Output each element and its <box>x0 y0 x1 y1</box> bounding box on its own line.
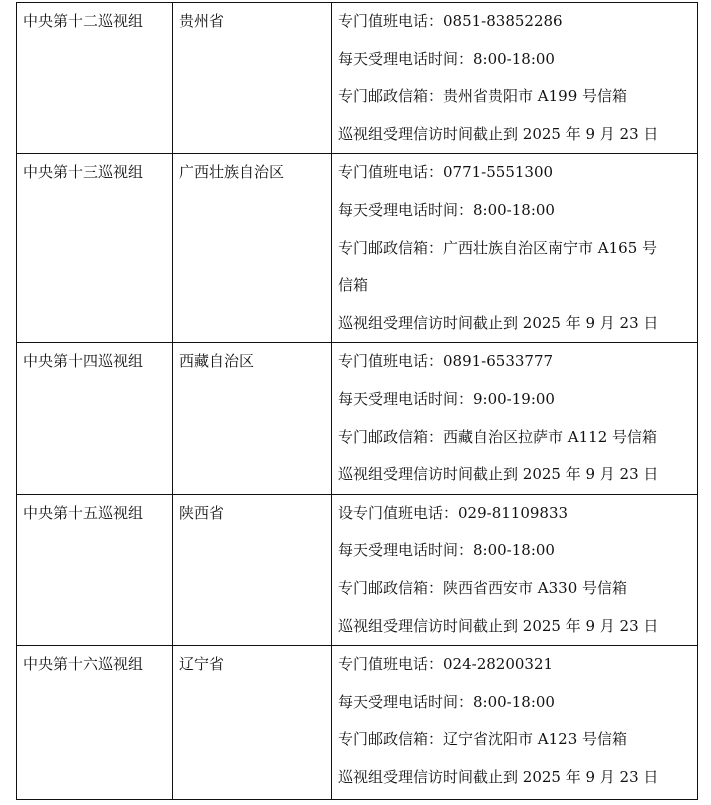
inspection-group-cell-text: 中央第十五巡视组 <box>23 503 144 522</box>
region-cell <box>173 3 332 154</box>
inspection-contact-table <box>16 2 698 800</box>
region-cell-text: 贵州省 <box>179 12 225 30</box>
contact-line: 专门值班电话：024-28200321 <box>338 655 554 674</box>
inspection-group-cell <box>17 3 173 154</box>
region-cell-text: 辽宁省 <box>179 655 225 674</box>
table-row <box>17 343 698 494</box>
region-cell-text: 西藏自治区 <box>179 352 255 371</box>
contact-line: 专门值班电话：0891-6533777 <box>338 352 554 371</box>
inspection-group-cell-text: 中央第十四巡视组 <box>23 352 144 371</box>
contact-line: 专门邮政信箱：广西壮族自治区南宁市 A165 号 <box>338 238 658 257</box>
inspection-group-cell <box>17 646 173 800</box>
contact-line: 巡视组受理信访时间截止到 2025 年 9 月 23 日 <box>338 465 659 484</box>
contact-info-cell <box>332 154 698 343</box>
contact-line: 巡视组受理信访时间截止到 2025 年 9 月 23 日 <box>338 767 659 786</box>
contact-line: 巡视组受理信访时间截止到 2025 年 9 月 23 日 <box>338 124 659 143</box>
contact-line: 专门值班电话：0851-83852286 <box>338 12 563 30</box>
inspection-group-cell-text: 中央第十六巡视组 <box>23 655 144 674</box>
contact-line: 专门邮政信箱：贵州省贵阳市 A199 号信箱 <box>338 87 628 106</box>
contact-line: 每天受理电话时间：8:00-18:00 <box>338 200 555 219</box>
inspection-group-cell-text: 中央第十二巡视组 <box>23 12 144 30</box>
contact-line: 专门邮政信箱：辽宁省沈阳市 A123 号信箱 <box>338 730 628 749</box>
contact-line: 巡视组受理信访时间截止到 2025 年 9 月 23 日 <box>338 313 659 332</box>
inspection-group-cell <box>17 154 173 343</box>
contact-info-cell <box>332 3 698 154</box>
table-row <box>17 646 698 800</box>
region-cell-text: 广西壮族自治区 <box>179 163 285 182</box>
contact-line: 每天受理电话时间：8:00-18:00 <box>338 541 555 560</box>
table-row <box>17 154 698 343</box>
table-row <box>17 494 698 645</box>
contact-line: 设专门值班电话：029-81109833 <box>338 503 569 522</box>
region-cell-text: 陕西省 <box>179 503 225 522</box>
contact-line: 巡视组受理信访时间截止到 2025 年 9 月 23 日 <box>338 616 659 635</box>
contact-line: 专门邮政信箱：陕西省西安市 A330 号信箱 <box>338 578 628 597</box>
inspection-group-cell-text: 中央第十三巡视组 <box>23 163 144 182</box>
region-cell <box>173 154 332 343</box>
contact-line: 专门邮政信箱：西藏自治区拉萨市 A112 号信箱 <box>338 427 658 446</box>
inspection-group-cell <box>17 494 173 645</box>
contact-info-cell <box>332 343 698 494</box>
contact-line: 专门值班电话：0771-5551300 <box>338 163 554 182</box>
inspection-group-cell <box>17 343 173 494</box>
contact-line: 每天受理电话时间：8:00-18:00 <box>338 692 555 711</box>
contact-info-cell <box>332 494 698 645</box>
region-cell <box>173 494 332 645</box>
region-cell <box>173 646 332 800</box>
contact-line: 信箱 <box>338 276 369 295</box>
contact-line: 每天受理电话时间：8:00-18:00 <box>338 49 555 68</box>
contact-info-cell <box>332 646 698 800</box>
contact-line: 每天受理电话时间：9:00-19:00 <box>338 389 555 408</box>
region-cell <box>173 343 332 494</box>
table-row <box>17 3 698 154</box>
